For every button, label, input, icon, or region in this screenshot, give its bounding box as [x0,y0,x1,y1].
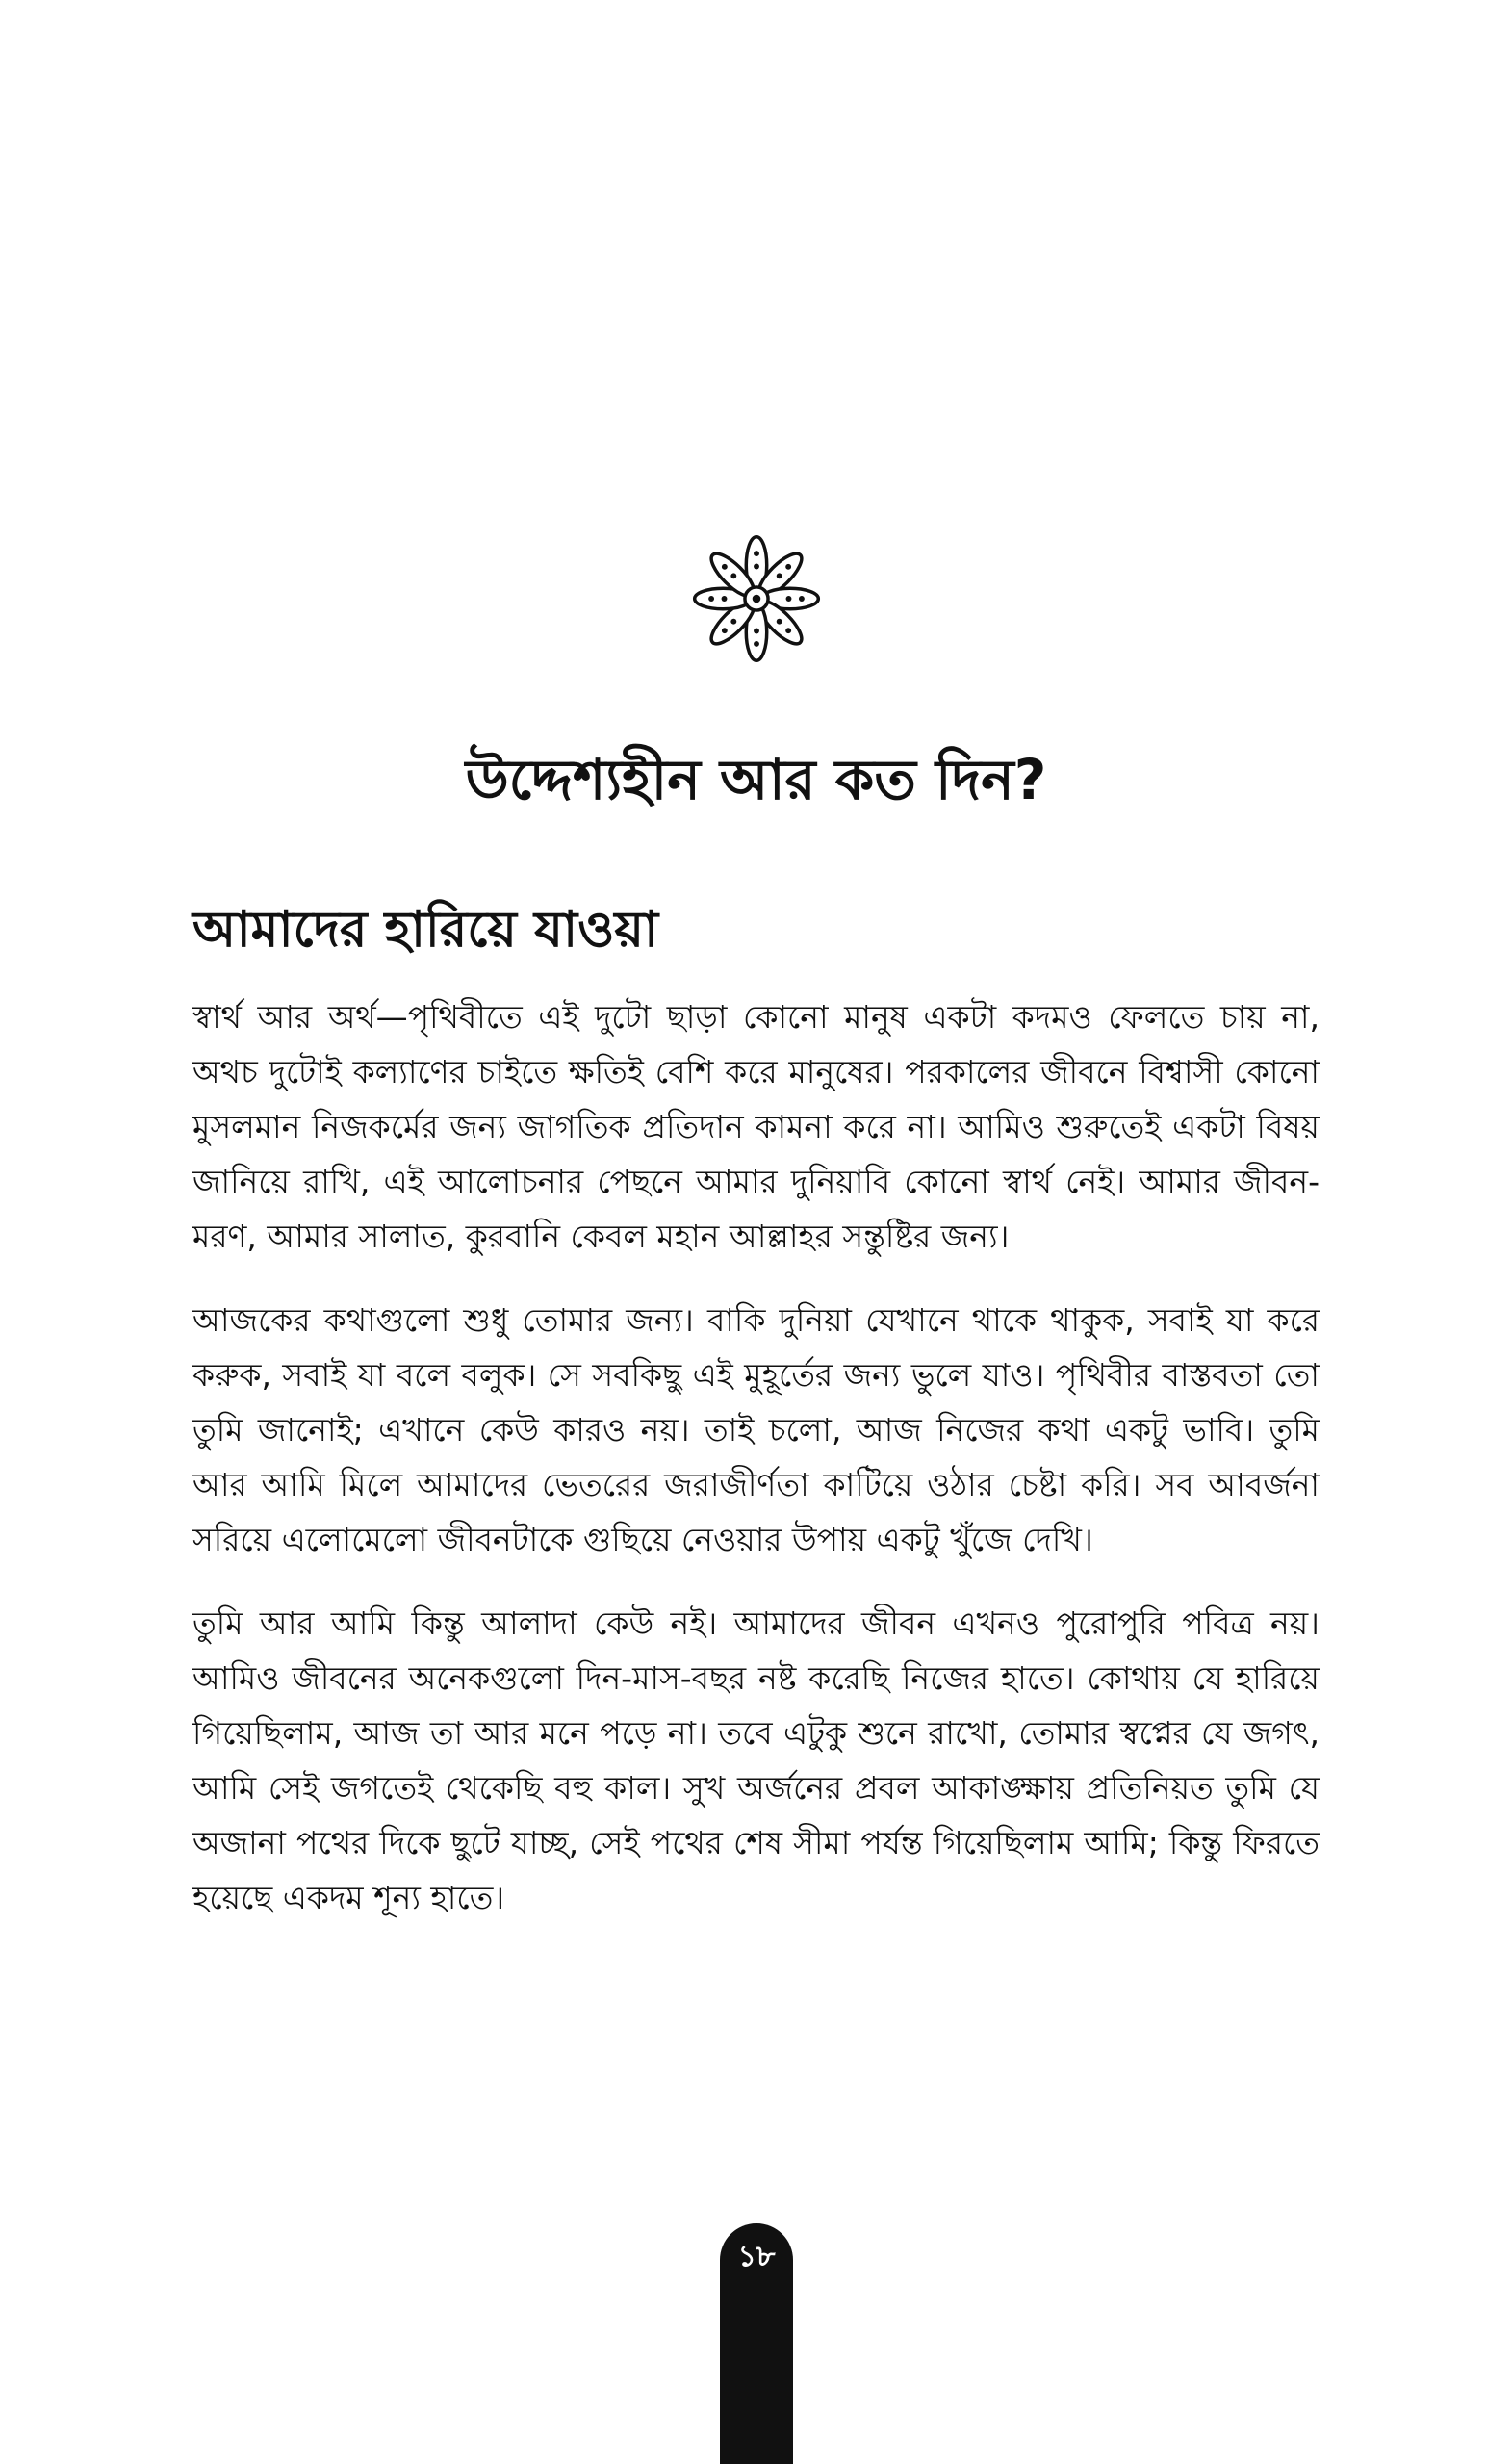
lotus-flower-ornament-icon [692,534,821,663]
chapter-title: উদ্দেশ্যহীন আর কত দিন? [465,747,1047,812]
page-number: ১৮ [737,2240,776,2273]
body-paragraph-3: তুমি আর আমি কিন্তু আলাদা কেউ নই। আমাদের জীবন এখনও পুরোপুরি পবিত্র নয়। আমিও জীবনের অনেকগুলো দিন-মাস-বছর নষ্ট করেছি নিজের হাতে। কোথায় যে হারিয়ে গিয়েছিলাম, আজ তা আর মনে পড়ে না। তবে এটুকু শুনে রাখো, তোমার স্বপ্নের যে জগৎ, আমি সেই জগতেই থেকেছি বহু কাল। সুখ অর্জনের প্রবল আকাঙ্ক্ষায় প্রতিনিয়ত তুমি যে অজানা পথের দিকে ছুটে যাচ্ছ, সেই পথের শেষ সীমা পর্যন্ত গিয়েছিলাম আমি; কিন্তু ফিরতে হয়েছে একদম শূন্য হাতে। [192,1604,1320,1916]
body-paragraph-2: আজকের কথাগুলো শুধু তোমার জন্য। বাকি দুনিয়া যেখানে থাকে থাকুক, সবাই যা করে করুক, সবাই যা বলে বলুক। সে সবকিছু এই মুহূর্তের জন্য ভুলে যাও। পৃথিবীর বাস্তবতা তো তুমি জানোই; এখানে কেউ কারও নয়। তাই চলো, আজ নিজের কথা একটু ভাবি। তুমি আর আমি মিলে আমাদের ভেতরের জরাজীর্ণতা কাটিয়ে ওঠার চেষ্টা করি। সব আবর্জনা সরিয়ে এলোমেলো জীবনটাকে গুছিয়ে নেওয়ার উপায় একটু খুঁজে দেখি। [192,1301,1320,1558]
section-title: আমাদের হারিয়ে যাওয়া [192,901,659,959]
body-text [192,989,1320,2144]
body-paragraph-1: স্বার্থ আর অর্থ—পৃথিবীতে এই দুটো ছাড়া কোনো মানুষ একটা কদমও ফেলতে চায় না, অথচ দুটোই কল্যাণের চাইতে ক্ষতিই বেশি করে মানুষের। পরকালের জীবনে বিশ্বাসী কোনো মুসলমান নিজকর্মের জন্য জাগতিক প্রতিদান কামনা করে না। আমিও শুরুতেই একটা বিষয় জানিয়ে রাখি, এই আলোচনার পেছনে আমার দুনিয়াবি কোনো স্বার্থ নেই। আমার জীবন-মরণ, আমার সালাত, কুরবানি কেবল মহান আল্লাহর সন্তুষ্টির জন্য। [192,998,1320,1255]
